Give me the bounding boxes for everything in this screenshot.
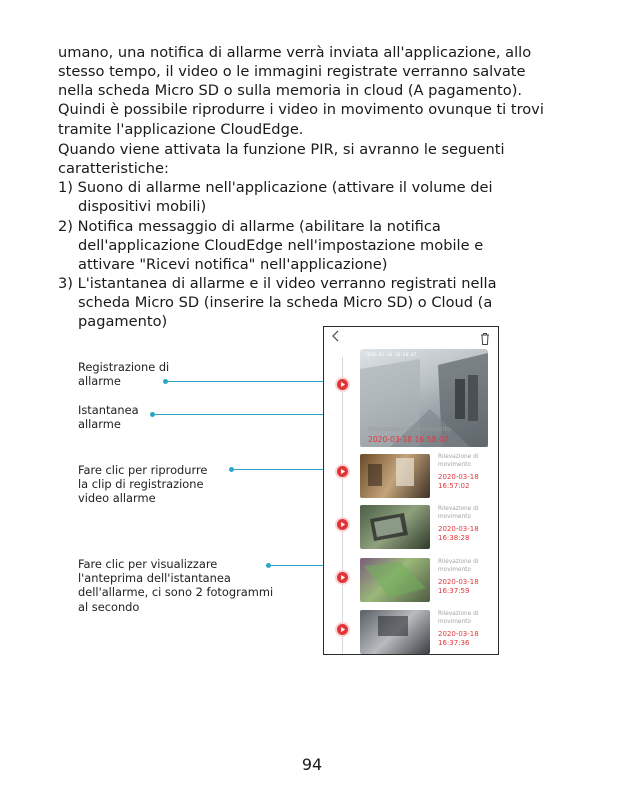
callout-text: Fare clic per visualizzare xyxy=(78,557,218,571)
callout-text: Istantanea xyxy=(78,403,139,417)
feature-text: 1) Suono di allarme nell'applicazione (attivare il volume dei xyxy=(58,179,493,196)
callout-istantanea xyxy=(78,403,139,431)
text-line: Quando viene attivata la funzione PIR, si avranno le seguenti xyxy=(58,141,505,158)
feature-text: 3) L'istantanea di allarme e il video verranno registrati nella xyxy=(58,275,497,292)
feature-text: pagamento) xyxy=(78,313,168,331)
event-date: 2020-03-18 xyxy=(438,578,479,586)
text-line: caratteristiche: xyxy=(58,160,169,177)
callout-text: Registrazione di xyxy=(78,360,170,374)
callout-text: dell'allarme, ci sono 2 fotogrammi xyxy=(78,585,274,600)
event-date: 2020-03-18 xyxy=(438,525,479,533)
event-thumbnail[interactable] xyxy=(360,610,430,654)
event-date: 2020-03-18 xyxy=(438,473,479,481)
phone-screenshot xyxy=(323,326,499,655)
event-thumbnail[interactable] xyxy=(360,558,430,602)
callout-text: Fare clic per riprodurre xyxy=(78,463,208,477)
callout-text: allarme xyxy=(78,374,121,389)
play-record-icon[interactable] xyxy=(337,572,348,583)
feature-text: dell'applicazione CloudEdge nell'impostazione mobile e xyxy=(78,237,484,255)
snapshot-timestamp: 2020-03-18 16:58:07 xyxy=(365,353,417,358)
feature-text: 2) Notifica messaggio di allarme (abilitare la notifica xyxy=(58,218,441,235)
callout-anteprima xyxy=(78,557,273,614)
event-label: Rilevazione di movimento xyxy=(438,454,479,468)
chevron-left-icon[interactable] xyxy=(331,330,339,346)
event-label: Rilevazione di movimento xyxy=(438,559,479,573)
feature-item xyxy=(58,178,578,216)
event-label: Rilevazione di movimento xyxy=(438,506,479,520)
event-time: 16:38:28 xyxy=(438,534,470,542)
timeline-line xyxy=(342,357,343,655)
feature-text: scheda Micro SD (inserire la scheda Micro SD) o Cloud (a xyxy=(78,294,493,312)
text-line: stesso tempo, il video o le immagini registrate verranno salvate xyxy=(58,63,526,80)
callout-text: allarme xyxy=(78,417,121,432)
event-time: 16:37:36 xyxy=(438,639,470,647)
phone-header xyxy=(324,327,498,349)
event-time: 16:37:59 xyxy=(438,587,470,595)
event-thumbnail[interactable] xyxy=(360,505,430,549)
event-date: 2020-03-18 xyxy=(438,630,479,638)
event-thumbnail[interactable] xyxy=(360,454,430,498)
play-record-icon[interactable] xyxy=(337,466,348,477)
callout-text: al secondo xyxy=(78,599,140,614)
event-time: 2020-03-18 16:58:07 xyxy=(368,435,449,444)
feature-text: attivare "Ricevi notifica" nell'applicazione) xyxy=(78,256,388,274)
callout-clip xyxy=(78,463,207,506)
event-label: Rilevazione di movimento xyxy=(368,425,451,433)
page-number: 94 xyxy=(301,755,323,774)
play-record-icon[interactable] xyxy=(337,379,348,390)
text-line: umano, una notifica di allarme verrà inviata all'applicazione, allo xyxy=(58,44,532,61)
text-line: nella scheda Micro SD o sulla memoria in cloud (A pagamento). xyxy=(58,82,523,99)
callout-text: l'anteprima dell'istantanea xyxy=(78,571,231,586)
feature-item xyxy=(58,217,578,275)
play-record-icon[interactable] xyxy=(337,624,348,635)
callout-text: video allarme xyxy=(78,491,156,506)
feature-text: dispositivi mobili) xyxy=(78,198,207,216)
callout-line xyxy=(165,381,339,382)
callout-registrazione xyxy=(78,360,169,388)
event-time: 16:57:02 xyxy=(438,482,470,490)
play-record-icon[interactable] xyxy=(337,519,348,530)
callout-text: la clip di registrazione xyxy=(78,477,204,492)
feature-item xyxy=(58,274,578,332)
event-label: Rilevazione di movimento xyxy=(438,611,479,625)
text-line: tramite l'applicazione CloudEdge. xyxy=(58,121,304,138)
text-line: Quindi è possibile riprodurre i video in movimento ovunque ti trovi xyxy=(58,101,544,118)
trash-icon[interactable] xyxy=(478,331,492,345)
